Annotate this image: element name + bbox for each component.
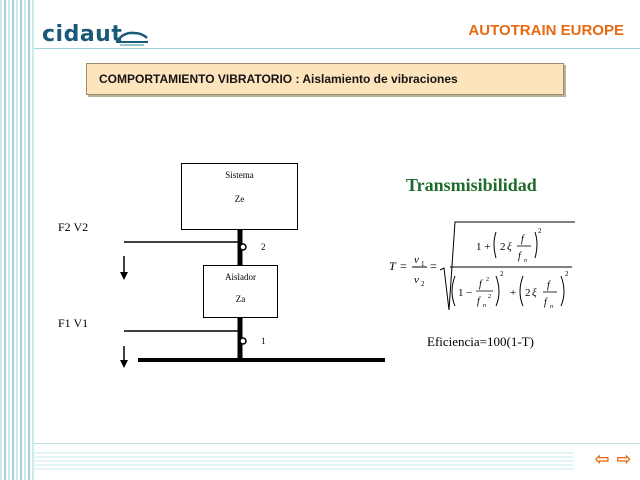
transmissibility-heading: Transmisibilidad xyxy=(406,175,537,195)
system-label: Sistema xyxy=(225,170,254,180)
svg-text:n: n xyxy=(524,258,527,264)
svg-text:2: 2 xyxy=(500,241,506,253)
node-label-1: 1 xyxy=(261,336,266,346)
force-velocity-top: F2 V2 xyxy=(58,220,89,234)
footer-divider xyxy=(34,443,640,444)
svg-text:2: 2 xyxy=(421,280,425,288)
svg-text:f: f xyxy=(521,234,524,245)
isolator-box xyxy=(203,265,278,318)
system-box xyxy=(181,163,298,230)
node-label-2: 2 xyxy=(261,242,266,252)
svg-text:2: 2 xyxy=(488,294,491,300)
arrow-down-icon xyxy=(120,272,128,280)
isolator-label: Aislador xyxy=(225,272,256,282)
svg-text:ξ: ξ xyxy=(532,287,537,299)
svg-text:1: 1 xyxy=(421,260,425,268)
footer-stripe-decoration xyxy=(34,452,574,470)
svg-text:f: f xyxy=(477,296,480,307)
svg-text:T: T xyxy=(389,259,396,273)
force-velocity-bottom: F1 V1 xyxy=(58,316,89,330)
svg-text:n: n xyxy=(483,303,486,309)
svg-text:2: 2 xyxy=(500,270,504,278)
transmissibility-formula xyxy=(389,222,575,310)
svg-text:1: 1 xyxy=(458,287,464,299)
svg-text:f: f xyxy=(518,251,521,262)
brand-title: AUTOTRAIN EUROPE xyxy=(468,22,624,39)
svg-text:−: − xyxy=(466,287,473,299)
svg-text:+: + xyxy=(510,287,517,299)
arrow-left-icon: ⇦ xyxy=(594,449,610,470)
arrow-down-icon xyxy=(120,360,128,368)
node-2 xyxy=(240,244,246,250)
svg-text:n: n xyxy=(550,304,553,310)
svg-text:2: 2 xyxy=(538,227,542,235)
svg-text:2: 2 xyxy=(525,287,531,299)
svg-text:f: f xyxy=(547,280,550,291)
node-1 xyxy=(240,338,246,344)
svg-text:ξ: ξ xyxy=(507,241,512,253)
svg-text:2: 2 xyxy=(486,277,489,283)
svg-text:2: 2 xyxy=(565,270,569,278)
system-impedance: Ze xyxy=(234,194,245,204)
isolator-impedance: Za xyxy=(235,294,246,304)
svg-text:=: = xyxy=(400,259,407,273)
efficiency-formula: Eficiencia=100(1-T) xyxy=(427,334,534,349)
svg-text:=: = xyxy=(430,259,437,273)
svg-text:f: f xyxy=(479,279,482,290)
svg-text:v: v xyxy=(414,254,419,266)
next-slide-button[interactable] xyxy=(614,450,634,470)
previous-slide-button[interactable] xyxy=(592,450,612,470)
svg-text:f: f xyxy=(544,297,547,308)
slide-title: COMPORTAMIENTO VIBRATORIO : Aislamiento de vibraciones xyxy=(99,72,458,86)
svg-text:1 +: 1 + xyxy=(476,241,491,253)
svg-text:v: v xyxy=(414,274,419,286)
cidaut-logo: cidaut xyxy=(42,22,123,47)
arrow-right-icon: ⇨ xyxy=(616,449,632,470)
